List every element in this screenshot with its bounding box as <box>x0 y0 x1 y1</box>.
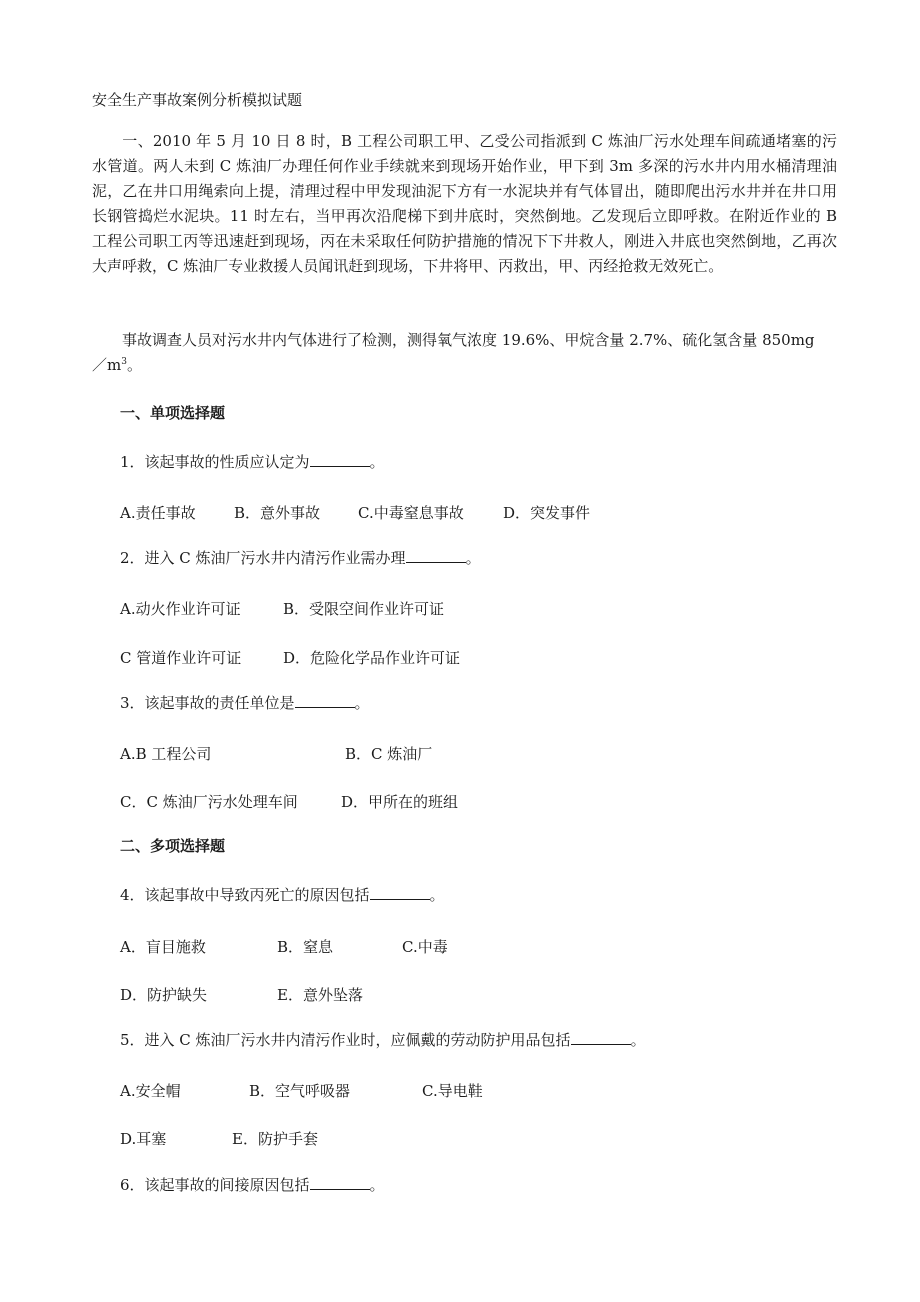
option: A．盲目施救 <box>120 938 206 956</box>
option: B．C 炼油厂 <box>345 745 433 763</box>
answer-blank[interactable] <box>310 1177 370 1190</box>
question-stem: 6．该起事故的间接原因包括 <box>120 1176 310 1194</box>
option: B．受限空间作业许可证 <box>283 600 445 618</box>
answer-blank[interactable] <box>571 1032 631 1045</box>
period: 。 <box>465 549 481 567</box>
question-2 <box>120 550 481 566</box>
option: B．窒息 <box>277 938 334 956</box>
option: A.安全帽 <box>120 1082 181 1100</box>
question-stem: 3．该起事故的责任单位是 <box>120 694 295 712</box>
case-paragraph-1 <box>92 129 837 279</box>
section-heading-multiple: 二、多项选择题 <box>120 837 226 855</box>
option: A.动火作业许可证 <box>120 600 241 618</box>
case-text-1: 一、2010 年 5 月 10 日 8 时，B 工程公司职工甲、乙受公司指派到 C 炼油厂污水处理车间疏通堵塞的污水管道。两人未到 C 炼油厂办理任何作业手续就来到现场开始作业，甲下到 3m 多深的污水井内用水桶清理油泥，乙在井口用绳索向上提，清理过程中甲发现油泥下方有一水泥块并有气体冒出，随即爬出污水井并在井口用长钢管捣烂水泥块。11 时左右，当甲再次沿爬梯下到井底时，突然倒地。乙发现后立即呼救。在附近作业的 B 工程公司职工丙等迅速赶到现场，丙在未采取任何防护措施的情况下下井救人，刚进入井底也突然倒地，乙再次大声呼救，C 炼油厂专业救援人员闻讯赶到现场，下井将甲、丙救出，甲、丙经抢救无效死亡。 <box>92 132 837 275</box>
section-heading-single: 一、单项选择题 <box>120 404 226 422</box>
question-stem: 2．进入 C 炼油厂污水井内清污作业需办理 <box>120 549 406 567</box>
question-stem: 1．该起事故的性质应认定为 <box>120 453 310 471</box>
period: 。 <box>369 453 385 471</box>
option: E．意外坠落 <box>277 986 363 1004</box>
option: D．突发事件 <box>503 504 591 522</box>
period: 。 <box>630 1031 646 1049</box>
option: C．C 炼油厂污水处理车间 <box>120 793 298 811</box>
option: A.责任事故 <box>120 504 196 522</box>
answer-blank[interactable] <box>406 550 466 563</box>
unit-text: ／m <box>92 356 122 374</box>
answer-blank[interactable] <box>370 887 430 900</box>
option: D．防护缺失 <box>120 986 208 1004</box>
option: D．甲所在的班组 <box>341 793 459 811</box>
option: C.中毒窒息事故 <box>358 504 464 522</box>
question-stem: 4．该起事故中导致丙死亡的原因包括 <box>120 886 370 904</box>
question-stem: 5．进入 C 炼油厂污水井内清污作业时，应佩戴的劳动防护用品包括 <box>120 1031 571 1049</box>
question-6 <box>120 1177 385 1193</box>
option: C 管道作业许可证 <box>120 649 242 667</box>
option: B．空气呼吸器 <box>249 1082 351 1100</box>
question-5 <box>120 1032 646 1048</box>
option: B．意外事故 <box>234 504 321 522</box>
question-4 <box>120 887 445 903</box>
period: 。 <box>429 886 445 904</box>
question-3 <box>120 695 370 711</box>
option: E．防护手套 <box>232 1130 318 1148</box>
option: A.B 工程公司 <box>120 745 212 763</box>
option: D．危险化学品作业许可证 <box>283 649 461 667</box>
period: 。 <box>369 1176 385 1194</box>
option: C.中毒 <box>402 938 448 956</box>
period: 。 <box>354 694 370 712</box>
option: C.导电鞋 <box>422 1082 483 1100</box>
unit-superscript: 3 <box>121 357 127 367</box>
answer-blank[interactable] <box>295 695 355 708</box>
answer-blank[interactable] <box>310 454 370 467</box>
case-text-2: 事故调查人员对污水井内气体进行了检测，测得氧气浓度 19.6%、甲烷含量 2.7%、硫化氢含量 850mg <box>122 331 815 349</box>
document-title: 安全生产事故案例分析模拟试题 <box>92 91 303 109</box>
case-paragraph-2 <box>92 328 837 378</box>
period: 。 <box>126 356 142 374</box>
option: D.耳塞 <box>120 1130 167 1148</box>
question-1 <box>120 454 385 470</box>
